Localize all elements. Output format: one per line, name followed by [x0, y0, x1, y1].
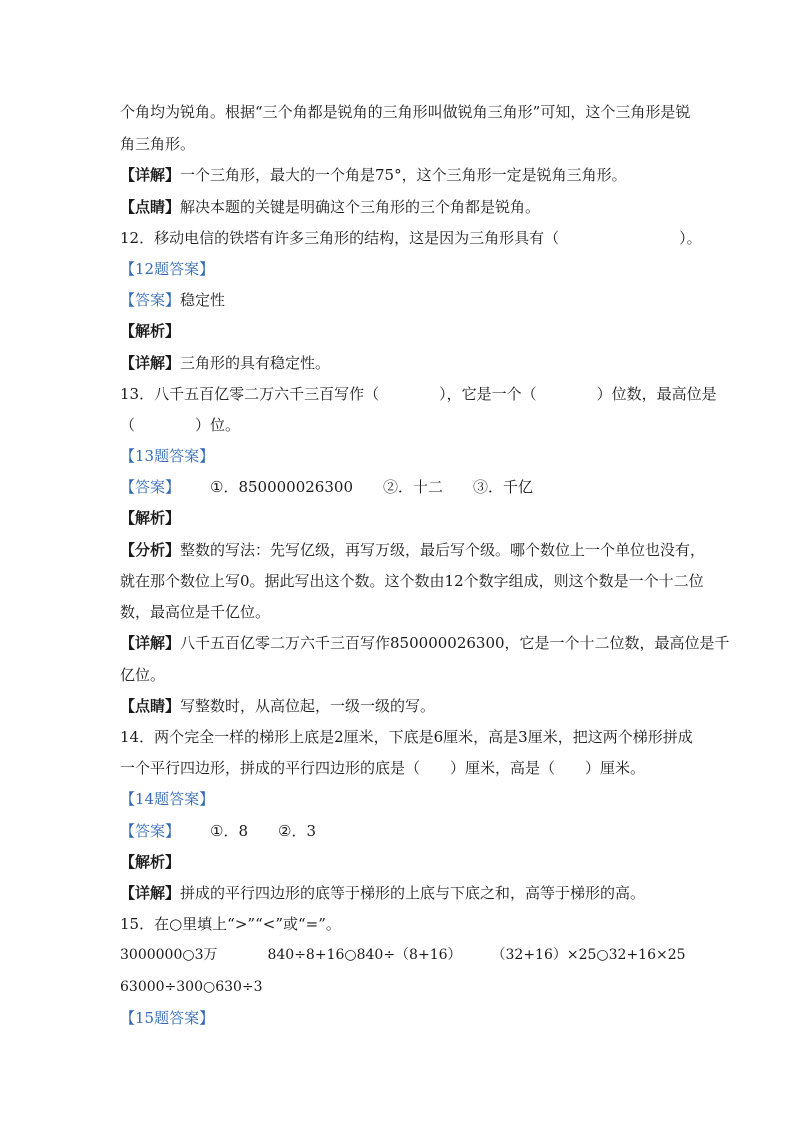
- q13-detail-line-2: 亿位。: [120, 666, 166, 684]
- detail-text: 三角形的具有稳定性。: [180, 354, 331, 372]
- q15-expression: 63000÷300○630÷3: [120, 979, 263, 995]
- detail-tag: 【详解】: [120, 354, 181, 372]
- q13-answer-header: 【13题答案】: [120, 447, 215, 465]
- detail-text: 八千五百亿零二万六千三百写作850000026300，它是一个十二位数，最高位是千: [180, 634, 730, 652]
- dianjing-tag: 【点睛】: [120, 697, 181, 715]
- q13-fenxi-line-1: [120, 540, 706, 560]
- question-13-line-2: （ ）位。: [120, 416, 241, 434]
- q13-fenxi-line-2: 就在那个数位上写0。据此写出这个数。这个数由12个数字组成，则这个数是一个十二位: [120, 572, 704, 590]
- question-13-line-1: 13．八千五百亿零二万六千三百写作（ ），它是一个（ ）位数，最高位是: [120, 385, 717, 403]
- answer-item-1: ①．850000026300: [210, 478, 353, 496]
- detail-tag: 【详解】: [120, 884, 181, 902]
- answer-tag: 【答案】: [120, 478, 181, 496]
- detail-line: [120, 165, 680, 185]
- q14-detail-line: [120, 883, 680, 903]
- dianjing-line: [120, 197, 680, 217]
- q12-analysis-tag: 【解析】: [120, 322, 181, 340]
- answer-item-1: ①．8: [210, 822, 249, 840]
- question-15: 15．在○里填上“>”“<”或“=”。: [120, 915, 341, 933]
- fenxi-tag: 【分析】: [120, 541, 181, 559]
- answer-item-3: ③．千亿: [473, 478, 534, 496]
- answer-item-2: ②．十二: [383, 478, 444, 496]
- answer-text: 稳定性: [180, 291, 226, 309]
- q13-answer-line: [120, 477, 680, 497]
- fenxi-text: 整数的写法：先写亿级，再写万级，最后写个级。哪个数位上一个单位也没有，: [180, 541, 706, 559]
- q15-expression-row-1: [120, 945, 686, 965]
- q14-answer-header: 【14题答案】: [120, 790, 215, 808]
- q12-answer-header: 【12题答案】: [120, 260, 215, 278]
- dianjing-text: 解决本题的关键是明确这个三角形的三个角都是锐角。: [180, 198, 541, 216]
- dianjing-tag: 【点睛】: [120, 198, 181, 216]
- answer-item-2: ②．3: [278, 822, 317, 840]
- q15-expression-row-2: [120, 977, 680, 997]
- question-14-line-2: 一个平行四边形，拼成的平行四边形的底是（ ）厘米，高是（ ）厘米。: [120, 759, 646, 777]
- q12-answer-line: [120, 290, 680, 310]
- detail-text: 一个三角形，最大的一个角是75°，这个三角形一定是锐角三角形。: [180, 166, 627, 184]
- q15-expression: 3000000○3万: [120, 947, 218, 963]
- q13-fenxi-line-3: 数，最高位是千亿位。: [120, 603, 271, 621]
- text-line: 角三角形。: [120, 135, 196, 153]
- detail-text: 拼成的平行四边形的底等于梯形的上底与下底之和，高等于梯形的高。: [180, 884, 646, 902]
- dianjing-text: 写整数时，从高位起，一级一级的写。: [180, 697, 436, 715]
- q15-answer-header: 【15题答案】: [120, 1009, 215, 1027]
- question-12: 12．移动电信的铁塔有许多三角形的结构，这是因为三角形具有（ ）。: [120, 229, 702, 247]
- q12-detail-line: [120, 353, 680, 373]
- text-line: 个角均为锐角。根据“三个角都是锐角的三角形叫做锐角三角形”可知，这个三角形是锐: [120, 103, 691, 121]
- detail-tag: 【详解】: [120, 166, 181, 184]
- q15-expression: （32+16）×25○32+16×25: [491, 947, 686, 963]
- q13-analysis-tag: 【解析】: [120, 509, 181, 527]
- q15-expression: 840÷8+16○840÷（8+16）: [267, 947, 462, 963]
- answer-tag: 【答案】: [120, 291, 181, 309]
- answer-tag: 【答案】: [120, 822, 181, 840]
- q13-dianjing-line: [120, 696, 680, 716]
- q14-answer-line: [120, 821, 680, 841]
- question-14-line-1: 14．两个完全一样的梯形上底是2厘米，下底是6厘米，高是3厘米，把这两个梯形拼成: [120, 728, 693, 746]
- q14-analysis-tag: 【解析】: [120, 853, 181, 871]
- detail-tag: 【详解】: [120, 634, 181, 652]
- q13-detail-line-1: [120, 633, 730, 653]
